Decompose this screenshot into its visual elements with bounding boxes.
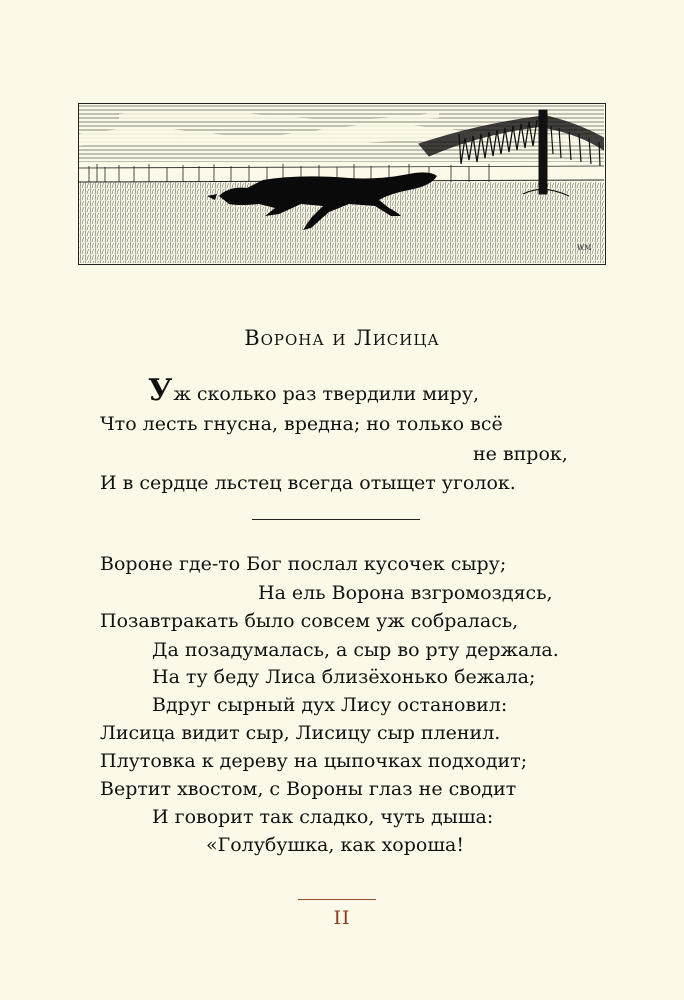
stanza1-line-2: Что лесть гнусна, вредна; но только всё <box>100 413 503 435</box>
drop-cap: У <box>148 373 173 408</box>
artist-monogram: WM <box>577 244 592 252</box>
page-number-rule <box>298 899 376 900</box>
stanza2-line-8: Плутовка к дереву на цыпочках подходит; <box>100 750 528 772</box>
stanza1-line-3: не впрок, <box>473 443 568 465</box>
stanza2-line-2: На ель Ворона взгромоздясь, <box>258 582 553 604</box>
stanza2-line-6: Вдруг сырный дух Лису остановил: <box>152 694 508 716</box>
poem-title: Ворона и Лисица <box>244 326 440 350</box>
fox-running-illustration <box>78 103 606 265</box>
stanza2-line-1: Вороне где-то Бог послал кусочек сыру; <box>100 553 507 575</box>
stanza2-line-9: Вертит хвостом, с Вороны глаз не сводит <box>100 778 517 800</box>
stanza2-line-5: На ту беду Лиса близёхонько бежала; <box>152 666 536 688</box>
stanza1-line-1 <box>148 373 480 409</box>
stanza2-line-10: И говорит так сладко, чуть дыша: <box>152 806 494 828</box>
stanza2-line-7: Лисица видит сыр, Лисицу сыр пленил. <box>100 722 501 744</box>
stanza2-line-3: Позавтракать было совсем уж собралась, <box>100 610 519 632</box>
stanza2-line-11: «Голубушка, как хороша! <box>206 834 464 856</box>
stanza-divider <box>252 519 420 520</box>
page-number: II <box>333 907 351 929</box>
stanza1-line-4: И в сердце льстец всегда отыщет уголок. <box>100 472 516 494</box>
stanza2-line-4: Да позадумалась, а сыр во рту держала. <box>152 639 559 661</box>
stanza1-line-1-text: ж сколько раз твердили миру, <box>173 383 480 405</box>
